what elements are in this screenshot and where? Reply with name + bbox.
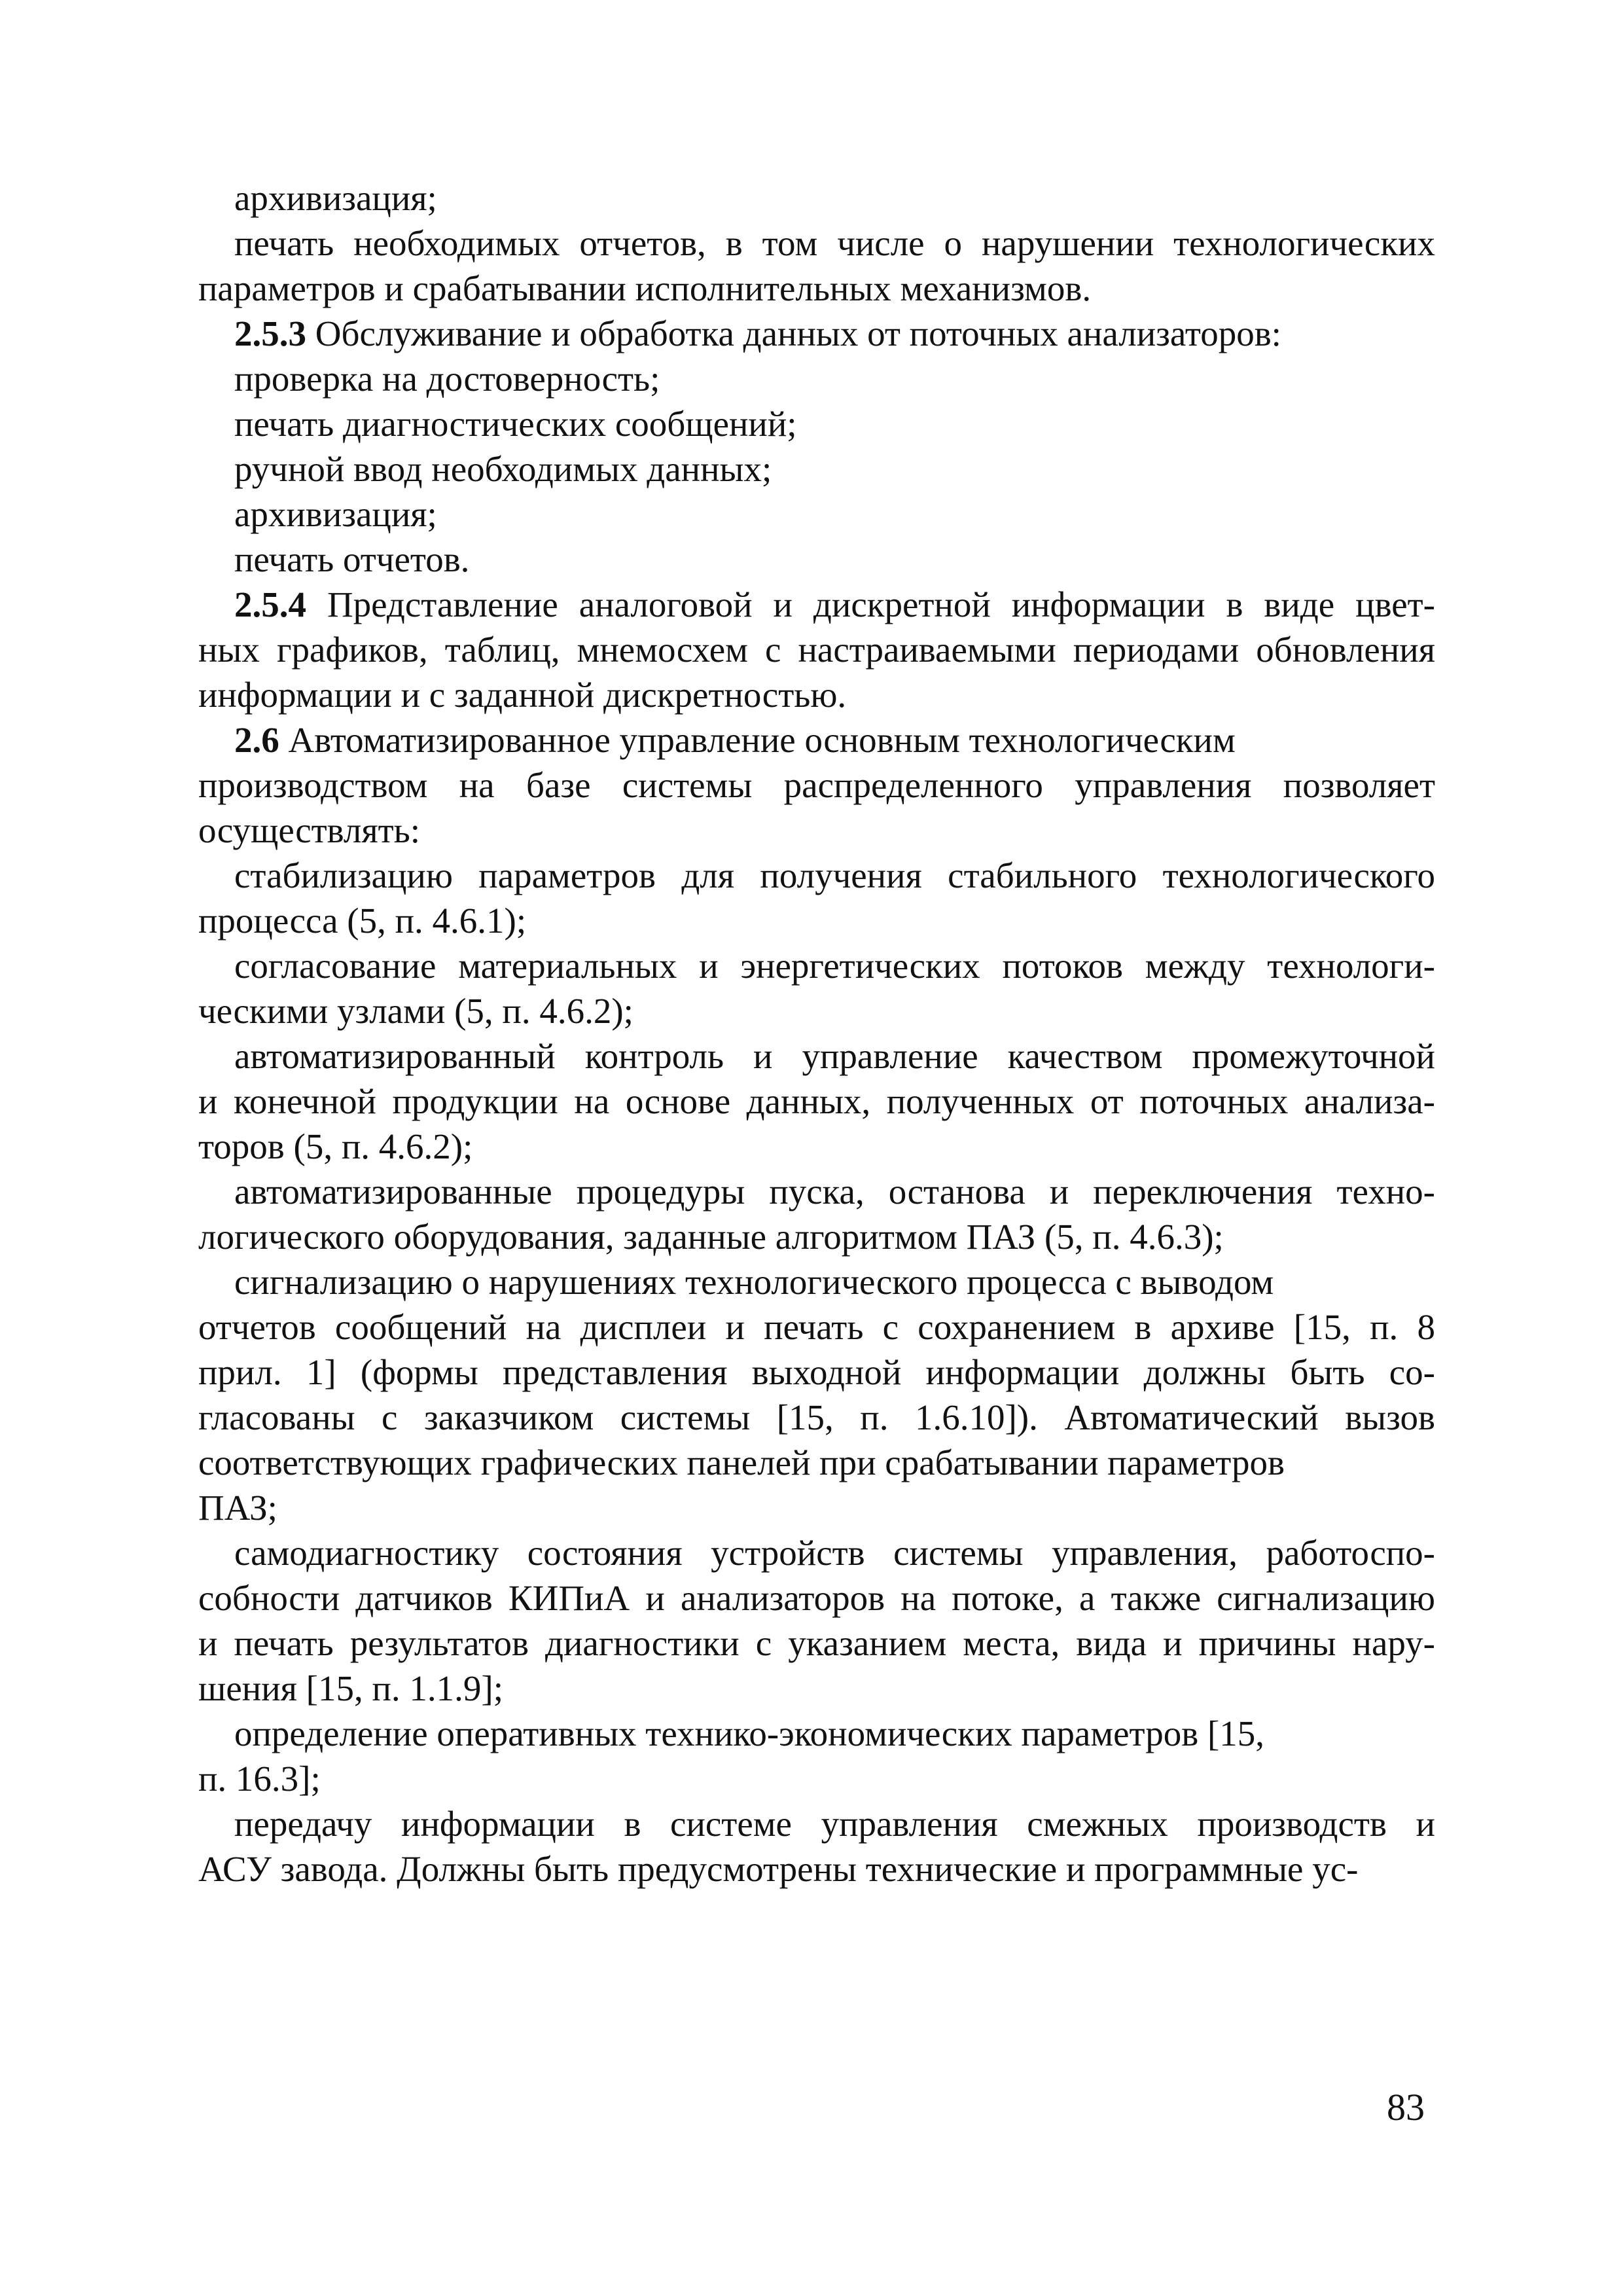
section-2-5-3 [198, 311, 1435, 356]
paragraph-stabilization [198, 853, 1435, 943]
text-line: печать диагностических сообщений; [234, 404, 797, 444]
text-line: прил. 1] (формы представления выходной информации должны быть со- [198, 1352, 1435, 1392]
paragraph-economic-params [198, 1711, 1435, 1801]
text-line: ческими узлами (5, п. 4.6.2); [198, 991, 633, 1031]
text-line: согласование материальных и энергетических потоков между технологи- [234, 946, 1435, 986]
text-line: производством на базе системы распределенного управления позволяет [198, 765, 1435, 805]
section-number: 2.6 [234, 720, 279, 760]
paragraph-data-transfer [198, 1801, 1435, 1892]
text-line: ПАЗ; [198, 1488, 277, 1528]
text-line: осуществлять: [198, 810, 421, 850]
text-line [198, 582, 1435, 627]
paragraph-startup-procedures [198, 1169, 1435, 1259]
text-line: автоматизированный контроль и управление качеством промежуточной [234, 1036, 1435, 1076]
text-line: процесса (5, п. 4.6.1); [198, 901, 527, 941]
paragraph-print-reports [198, 221, 1435, 311]
paragraph-alarm-signaling [198, 1259, 1435, 1530]
text-line: передачу информации в системе управления смежных производств и [234, 1804, 1435, 1844]
text-line [198, 311, 1435, 356]
paragraph-archiving-2 [198, 492, 1435, 537]
text-line: самодиагностику состояния устройств системы управления, работоспо- [234, 1533, 1435, 1573]
text-line: и конечной продукции на основе данных, полученных от поточных анализа- [198, 1081, 1435, 1121]
text-line: шения [15, п. 1.1.9]; [198, 1668, 504, 1708]
section-text: Автоматизированное управление основным технологическим [279, 720, 1236, 760]
text-line: архивизация; [234, 178, 437, 218]
text-line: гласованы с заказчиком системы [15, п. 1.6.10]). Автоматический вызов [198, 1397, 1435, 1437]
paragraph-print-reports-2 [198, 537, 1435, 582]
section-heading: Обслуживание и обработка данных от поточных анализаторов: [306, 314, 1281, 353]
paragraph-self-diagnostics [198, 1530, 1435, 1711]
text-line: соответствующих графических панелей при срабатывании параметров [198, 1443, 1285, 1482]
text-line: параметров и срабатывании исполнительных механизмов. [198, 268, 1092, 308]
document-body [198, 175, 1435, 1892]
text-line: п. 16.3]; [198, 1759, 321, 1799]
section-2-6 [198, 717, 1435, 853]
text-line: собности датчиков КИПиА и анализаторов на потоке, а также сигнализацию [198, 1578, 1435, 1618]
text-line: торов (5, п. 4.6.2); [198, 1126, 473, 1166]
text-line [198, 717, 1435, 762]
paragraph-diagnostic-print [198, 401, 1435, 446]
page-number: 83 [1387, 2086, 1425, 2128]
text-line: печать отчетов. [234, 539, 470, 579]
section-number: 2.5.3 [234, 314, 306, 353]
text-line: логического оборудования, заданные алгоритмом ПАЗ (5, п. 4.6.3); [198, 1217, 1224, 1257]
text-line: печать необходимых отчетов, в том числе о нарушении технологических [234, 223, 1435, 263]
paragraph-coordination [198, 943, 1435, 1033]
text-line: стабилизацию параметров для получения стабильного технологического [234, 855, 1435, 895]
paragraph-archiving [198, 175, 1435, 221]
text-line: информации и с заданной дискретностью. [198, 675, 847, 715]
paragraph-validity-check [198, 356, 1435, 401]
text-line: проверка на достоверность; [234, 359, 660, 399]
text-line: отчетов сообщений на дисплеи и печать с сохранением в архиве [15, п. 8 [198, 1307, 1435, 1347]
text-line: сигнализацию о нарушениях технологического процесса с выводом [234, 1262, 1274, 1302]
paragraph-quality-control [198, 1033, 1435, 1169]
section-number: 2.5.4 [234, 584, 306, 624]
text-line: ных графиков, таблиц, мнемосхем с настраиваемыми периодами обновления [198, 630, 1435, 670]
text-line: определение оперативных технико-экономических параметров [15, [234, 1713, 1265, 1753]
text-line: автоматизированные процедуры пуска, останова и переключения техно- [234, 1172, 1435, 1211]
text-line: архивизация; [234, 494, 437, 534]
section-2-5-4 [198, 582, 1435, 717]
section-text: Представление аналоговой и дискретной информации в виде цвет- [306, 584, 1435, 624]
paragraph-manual-input [198, 446, 1435, 492]
text-line: и печать результатов диагностики с указанием места, вида и причины нару- [198, 1623, 1435, 1663]
text-line: АСУ завода. Должны быть предусмотрены технические и программные ус- [198, 1849, 1359, 1889]
text-line: ручной ввод необходимых данных; [234, 449, 772, 489]
